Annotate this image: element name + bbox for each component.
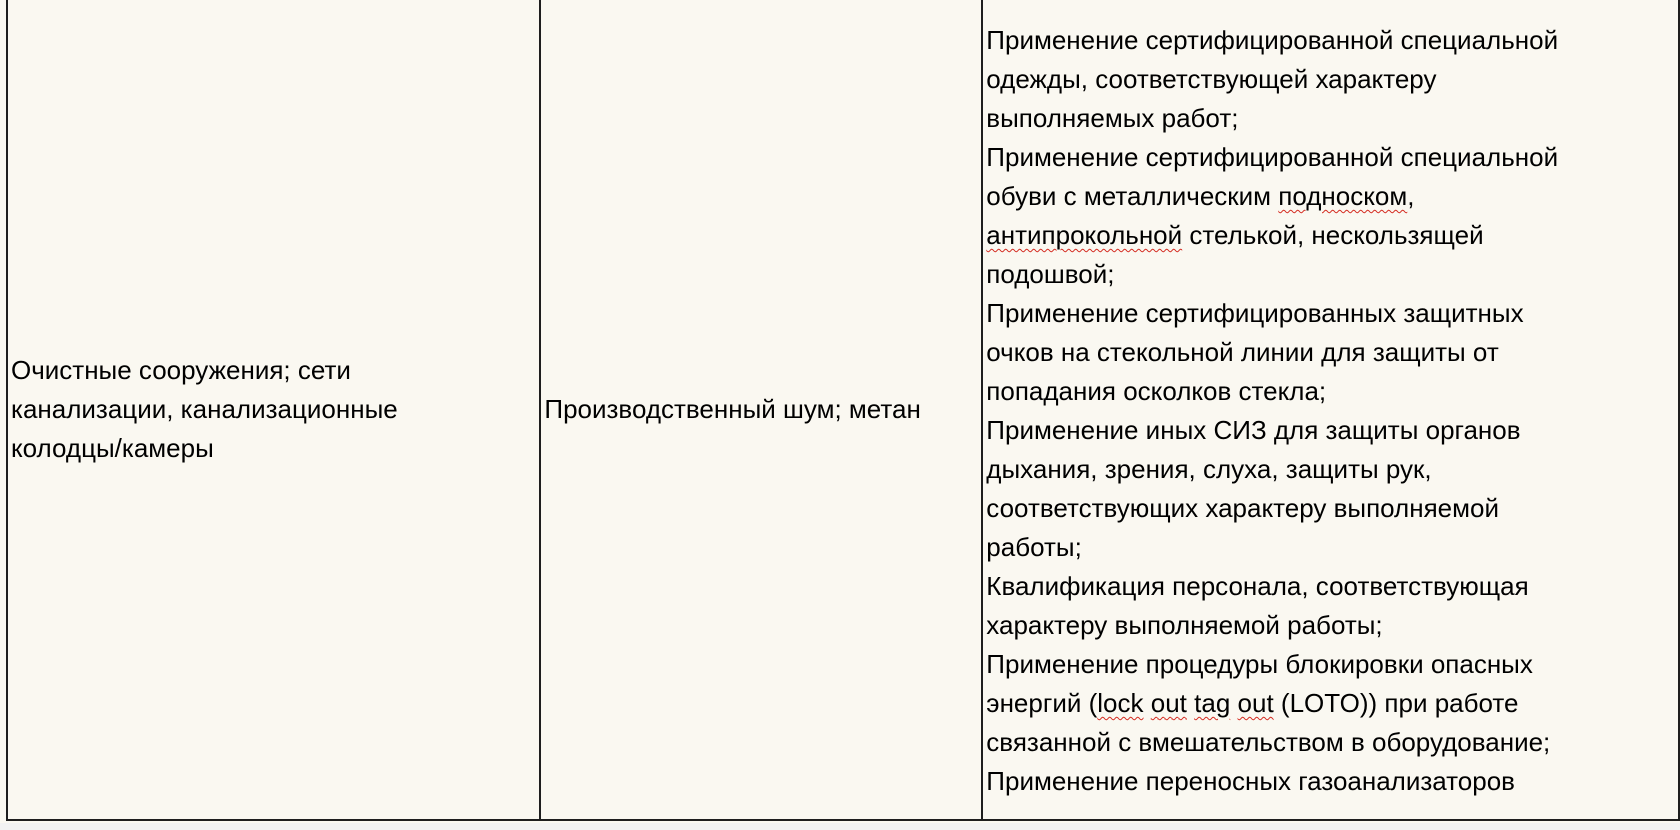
spellcheck-flagged-word: lock: [1097, 688, 1144, 718]
measures-line: [986, 684, 1674, 723]
measures-cell: [982, 0, 1679, 820]
page-bottom-margin: [0, 823, 1680, 830]
measures-text: [983, 18, 1678, 801]
measures-line: [986, 177, 1674, 216]
factor-cell: [540, 0, 982, 820]
measures-line: Применение сертифицированной специальной: [986, 142, 1559, 172]
object-line: канализации, канализационные: [11, 394, 398, 424]
measures-line: Применение сертифицированной специальной: [986, 25, 1559, 55]
object-cell: [7, 0, 540, 820]
measures-line: [986, 216, 1674, 255]
measures-line: Применение иных СИЗ для защиты органов: [986, 415, 1521, 445]
measures-line: Квалификация персонала, соответствующая: [986, 571, 1529, 601]
factor-text: Производственный шум; метан: [544, 394, 921, 424]
measures-text-run: энергий (: [986, 688, 1098, 718]
measures-line: дыхания, зрения, слуха, защиты рук,: [986, 454, 1432, 484]
measures-line: Применение процедуры блокировки опасных: [986, 649, 1533, 679]
measures-line: Применение сертифицированных защитных: [986, 298, 1524, 328]
measures-line: Применение переносных газоанализаторов: [986, 766, 1515, 796]
measures-text-run: стелькой, нескользящей: [1182, 220, 1484, 250]
measures-line: выполняемых работ;: [986, 103, 1239, 133]
object-line: колодцы/камеры: [11, 433, 214, 463]
measures-line: характеру выполняемой работы;: [986, 610, 1383, 640]
measures-line: подошвой;: [986, 259, 1115, 289]
measures-line: связанной с вмешательством в оборудование;: [986, 727, 1551, 757]
measures-line: попадания осколков стекла;: [986, 376, 1327, 406]
object-line: Очистные сооружения; сети: [11, 355, 351, 385]
table-row: [7, 0, 1679, 820]
measures-text-run: ,: [1407, 181, 1415, 211]
spellcheck-flagged-word: out: [1237, 688, 1274, 718]
measures-text-run: обуви с металлическим: [986, 181, 1279, 211]
measures-line: работы;: [986, 532, 1082, 562]
spellcheck-flagged-word: out: [1150, 688, 1187, 718]
measures-line: одежды, соответствующей характеру: [986, 64, 1437, 94]
spellcheck-flagged-word: tag: [1194, 688, 1231, 718]
measures-line: очков на стекольной линии для защиты от: [986, 337, 1499, 367]
measures-line: соответствующих характеру выполняемой: [986, 493, 1499, 523]
measures-text-run: (LOTO)) при работе: [1273, 688, 1519, 718]
spellcheck-flagged-word: подноском: [1278, 181, 1408, 211]
spellcheck-flagged-word: антипрокольной: [986, 220, 1183, 250]
hazard-table: [6, 0, 1680, 821]
